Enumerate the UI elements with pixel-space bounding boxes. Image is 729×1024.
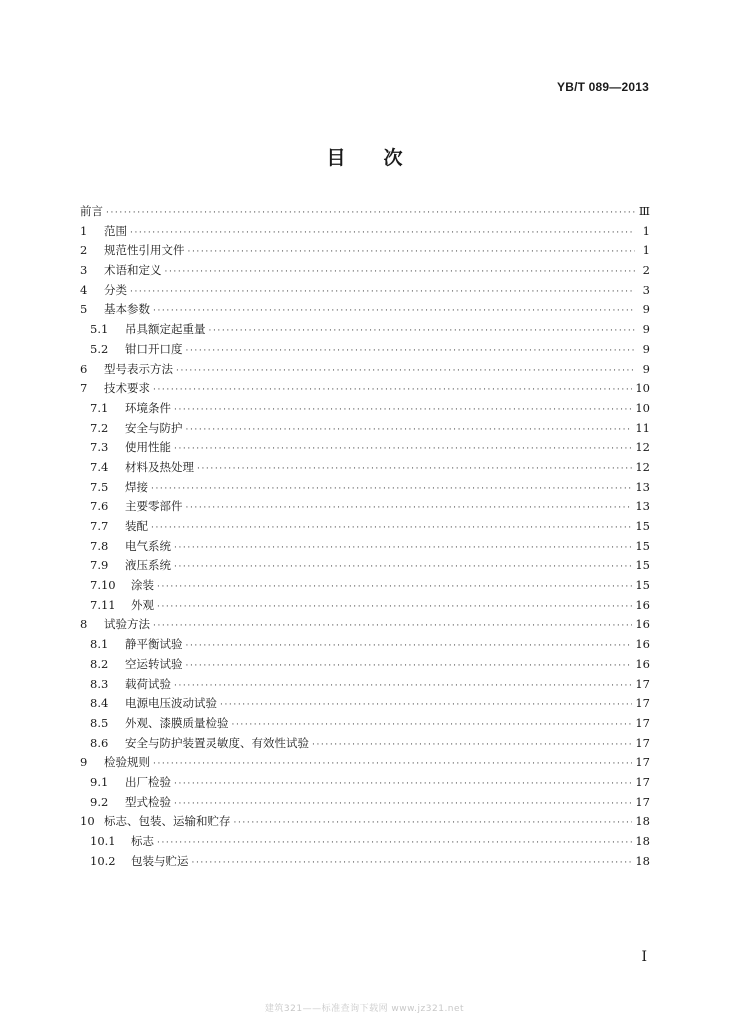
toc-entry-page: 18 bbox=[635, 834, 650, 848]
title-char-2: 次 bbox=[383, 147, 403, 169]
toc-entry-number: 8.2 bbox=[90, 656, 109, 671]
toc-entry-number: 7.4 bbox=[90, 459, 109, 474]
toc-entry-number: 8.1 bbox=[90, 637, 109, 652]
toc-entry-number: 5.1 bbox=[90, 322, 109, 337]
toc-dot-leader bbox=[153, 306, 635, 316]
toc-dot-leader bbox=[220, 700, 632, 710]
toc-entry-page: 10 bbox=[635, 400, 650, 415]
toc-entry-number: 9.1 bbox=[90, 774, 109, 789]
toc-dot-leader bbox=[174, 779, 632, 789]
toc-dot-leader bbox=[151, 523, 632, 533]
toc-dot-leader bbox=[157, 582, 632, 592]
toc-entry-label: 前言 bbox=[80, 204, 103, 218]
toc-entry-label: 规范性引用文件 bbox=[104, 243, 185, 258]
toc-dot-leader bbox=[186, 503, 633, 513]
toc-entry-page: 15 bbox=[635, 578, 650, 593]
toc-dot-leader bbox=[188, 247, 636, 257]
toc-entry-label: 材料及热处理 bbox=[125, 459, 194, 474]
toc-entry-number: 6 bbox=[80, 361, 88, 376]
toc-entry[interactable] bbox=[80, 557, 650, 577]
toc-entry[interactable] bbox=[80, 361, 650, 381]
toc-dot-leader bbox=[192, 858, 633, 868]
toc-entry-label: 范围 bbox=[104, 223, 127, 238]
toc-entry[interactable] bbox=[80, 853, 650, 873]
toc-entry[interactable] bbox=[80, 616, 650, 636]
toc-entry[interactable] bbox=[80, 676, 650, 696]
toc-entry-page: 16 bbox=[635, 597, 650, 612]
toc-dot-leader bbox=[153, 385, 632, 395]
toc-entry-number: 7.10 bbox=[90, 578, 116, 593]
toc-entry-number: 7.8 bbox=[90, 538, 109, 553]
toc-entry[interactable] bbox=[80, 262, 650, 282]
toc-entry-label: 试验方法 bbox=[104, 617, 150, 632]
toc-entry-page: 13 bbox=[635, 499, 650, 514]
toc-dot-leader bbox=[174, 562, 632, 572]
toc-entry-label: 型式检验 bbox=[125, 794, 171, 809]
toc-dot-leader bbox=[312, 740, 632, 750]
table-of-contents bbox=[80, 203, 650, 872]
toc-entry-number: 8.5 bbox=[90, 715, 109, 730]
toc-entry-page: 17 bbox=[635, 696, 650, 711]
toc-entry-label: 标志 bbox=[131, 834, 154, 848]
toc-entry-label: 术语和定义 bbox=[104, 263, 162, 278]
toc-dot-leader bbox=[209, 326, 636, 336]
toc-entry-page: 15 bbox=[635, 558, 650, 573]
toc-entry-number: 3 bbox=[80, 263, 88, 278]
toc-entry[interactable] bbox=[80, 636, 650, 656]
toc-entry-label: 空运转试验 bbox=[125, 656, 183, 671]
toc-dot-leader bbox=[174, 444, 632, 454]
toc-entry-label: 主要零部件 bbox=[125, 499, 183, 514]
toc-dot-leader bbox=[165, 267, 636, 277]
toc-entry-number: 8.6 bbox=[90, 735, 109, 750]
toc-entry[interactable] bbox=[80, 754, 650, 774]
toc-entry-number: 9.2 bbox=[90, 794, 109, 809]
toc-entry-page: 15 bbox=[635, 538, 650, 553]
toc-entry-label: 外观 bbox=[131, 597, 154, 612]
toc-entry[interactable] bbox=[80, 538, 650, 558]
toc-entry-page: 17 bbox=[635, 755, 650, 770]
toc-entry-page: 3 bbox=[642, 282, 650, 297]
toc-entry[interactable] bbox=[80, 656, 650, 676]
toc-entry[interactable] bbox=[80, 301, 650, 321]
toc-entry-label: 外观、漆膜质量检验 bbox=[125, 715, 229, 730]
toc-entry-page: 9 bbox=[642, 341, 650, 356]
toc-entry-label: 钳口开口度 bbox=[125, 341, 183, 356]
toc-entry[interactable] bbox=[80, 282, 650, 302]
toc-entry[interactable] bbox=[80, 242, 650, 262]
toc-dot-leader bbox=[186, 641, 633, 651]
toc-entry-label: 安全与防护 bbox=[125, 420, 183, 435]
toc-entry[interactable] bbox=[80, 794, 650, 814]
toc-entry[interactable] bbox=[80, 439, 650, 459]
toc-entry[interactable] bbox=[80, 400, 650, 420]
toc-entry-label: 静平衡试验 bbox=[125, 637, 183, 652]
toc-entry-label: 分类 bbox=[104, 282, 127, 297]
toc-entry-label: 标志、包装、运输和贮存 bbox=[104, 814, 231, 829]
toc-entry-number: 7.6 bbox=[90, 499, 109, 514]
toc-entry-number: 8.3 bbox=[90, 676, 109, 691]
toc-dot-leader bbox=[174, 681, 632, 691]
toc-entry-label: 载荷试验 bbox=[125, 676, 171, 691]
toc-entry-number: 2 bbox=[80, 243, 88, 258]
toc-entry[interactable] bbox=[80, 223, 650, 243]
toc-entry-number: 7.3 bbox=[90, 440, 109, 455]
toc-entry-label: 液压系统 bbox=[125, 558, 171, 573]
toc-dot-leader bbox=[174, 543, 632, 553]
title-char-1: 目 bbox=[326, 147, 346, 169]
toc-entry[interactable] bbox=[80, 833, 650, 853]
toc-dot-leader bbox=[174, 405, 632, 415]
toc-entry-page: 17 bbox=[635, 676, 650, 691]
toc-entry-label: 电气系统 bbox=[125, 538, 171, 553]
toc-entry-number: 7.5 bbox=[90, 479, 109, 494]
toc-entry-number: 5 bbox=[80, 302, 88, 317]
toc-entry-page: 18 bbox=[635, 853, 650, 868]
toc-entry[interactable] bbox=[80, 321, 650, 341]
toc-entry[interactable] bbox=[80, 498, 650, 518]
toc-entry-label: 环境条件 bbox=[125, 400, 171, 415]
toc-dot-leader bbox=[151, 484, 632, 494]
page-number: I bbox=[641, 949, 647, 965]
toc-dot-leader bbox=[176, 366, 635, 376]
toc-entry-page: 17 bbox=[635, 735, 650, 750]
toc-entry[interactable] bbox=[80, 459, 650, 479]
toc-dot-leader bbox=[186, 425, 633, 435]
toc-entry[interactable] bbox=[80, 597, 650, 617]
toc-entry[interactable] bbox=[80, 695, 650, 715]
toc-dot-leader bbox=[174, 799, 632, 809]
toc-entry-page: 2 bbox=[642, 263, 650, 278]
toc-entry[interactable] bbox=[80, 380, 650, 400]
toc-entry-number: 5.2 bbox=[90, 341, 109, 356]
toc-dot-leader bbox=[186, 661, 633, 671]
toc-entry-page: 1 bbox=[642, 223, 650, 238]
toc-entry[interactable] bbox=[80, 203, 650, 223]
toc-dot-leader bbox=[186, 346, 636, 356]
toc-entry-page: 9 bbox=[642, 322, 650, 337]
toc-entry-label: 焊接 bbox=[125, 479, 148, 494]
toc-entry-number: 7.2 bbox=[90, 420, 109, 435]
toc-entry-label: 出厂检验 bbox=[125, 774, 171, 789]
page-title bbox=[0, 143, 729, 170]
toc-entry-page: Ⅲ bbox=[638, 204, 650, 218]
toc-entry-label: 涂装 bbox=[131, 578, 154, 593]
toc-entry-label: 型号表示方法 bbox=[104, 361, 173, 376]
toc-entry-number: 7.9 bbox=[90, 558, 109, 573]
toc-entry-page: 13 bbox=[635, 479, 650, 494]
toc-entry-label: 吊具额定起重量 bbox=[125, 322, 206, 337]
toc-dot-leader bbox=[232, 720, 633, 730]
toc-entry[interactable] bbox=[80, 479, 650, 499]
toc-entry-page: 15 bbox=[635, 519, 650, 533]
toc-entry-label: 安全与防护装置灵敏度、有效性试验 bbox=[125, 735, 309, 750]
toc-entry-number: 10 bbox=[80, 814, 95, 829]
toc-entry-page: 12 bbox=[635, 440, 650, 455]
toc-entry[interactable] bbox=[80, 518, 650, 538]
toc-entry-page: 16 bbox=[635, 617, 650, 632]
toc-dot-leader bbox=[130, 228, 635, 238]
toc-entry[interactable] bbox=[80, 577, 650, 597]
toc-dot-leader bbox=[106, 208, 635, 218]
toc-dot-leader bbox=[157, 838, 632, 848]
toc-dot-leader bbox=[153, 621, 632, 631]
toc-dot-leader bbox=[234, 818, 633, 828]
toc-entry-label: 基本参数 bbox=[104, 302, 150, 317]
toc-entry[interactable] bbox=[80, 420, 650, 440]
toc-entry-label: 包装与贮运 bbox=[131, 853, 189, 868]
toc-entry-page: 9 bbox=[642, 302, 650, 317]
toc-dot-leader bbox=[157, 602, 632, 612]
watermark: 建筑321——标准查询下载网 www.jz321.net bbox=[264, 1004, 465, 1014]
toc-entry-page: 17 bbox=[635, 715, 650, 730]
toc-entry-page: 11 bbox=[635, 420, 650, 435]
toc-entry-number: 9 bbox=[80, 755, 88, 770]
toc-entry-page: 16 bbox=[635, 656, 650, 671]
toc-entry-page: 9 bbox=[642, 361, 650, 376]
toc-entry[interactable] bbox=[80, 715, 650, 735]
toc-entry-label: 技术要求 bbox=[104, 381, 150, 396]
toc-entry-label: 检验规则 bbox=[104, 755, 150, 770]
toc-entry-page: 16 bbox=[635, 637, 650, 652]
toc-entry-page: 18 bbox=[635, 814, 650, 829]
toc-entry-number: 4 bbox=[80, 282, 88, 297]
toc-entry-number: 7.7 bbox=[90, 519, 109, 533]
toc-entry-page: 17 bbox=[635, 794, 650, 809]
toc-entry-number: 10.1 bbox=[90, 834, 116, 848]
toc-entry-page: 1 bbox=[642, 243, 650, 258]
toc-entry-page: 10 bbox=[635, 381, 650, 396]
toc-entry-number: 7.1 bbox=[90, 400, 109, 415]
toc-entry-number: 1 bbox=[80, 223, 88, 238]
toc-entry[interactable] bbox=[80, 341, 650, 361]
toc-dot-leader bbox=[130, 287, 635, 297]
toc-entry-label: 装配 bbox=[125, 519, 148, 533]
toc-entry[interactable] bbox=[80, 774, 650, 794]
toc-entry-number: 10.2 bbox=[90, 853, 116, 868]
toc-entry[interactable] bbox=[80, 735, 650, 755]
toc-entry-label: 使用性能 bbox=[125, 440, 171, 455]
toc-entry[interactable] bbox=[80, 813, 650, 833]
toc-dot-leader bbox=[153, 759, 632, 769]
toc-entry-number: 8.4 bbox=[90, 696, 109, 711]
toc-entry-page: 12 bbox=[635, 459, 650, 474]
standard-code: YB/T 089—2013 bbox=[557, 80, 649, 94]
toc-entry-number: 7.11 bbox=[90, 597, 116, 612]
toc-entry-number: 7 bbox=[80, 381, 88, 396]
toc-entry-page: 17 bbox=[635, 774, 650, 789]
toc-dot-leader bbox=[197, 464, 632, 474]
toc-entry-label: 电源电压波动试验 bbox=[125, 696, 217, 711]
toc-entry-number: 8 bbox=[80, 617, 88, 632]
